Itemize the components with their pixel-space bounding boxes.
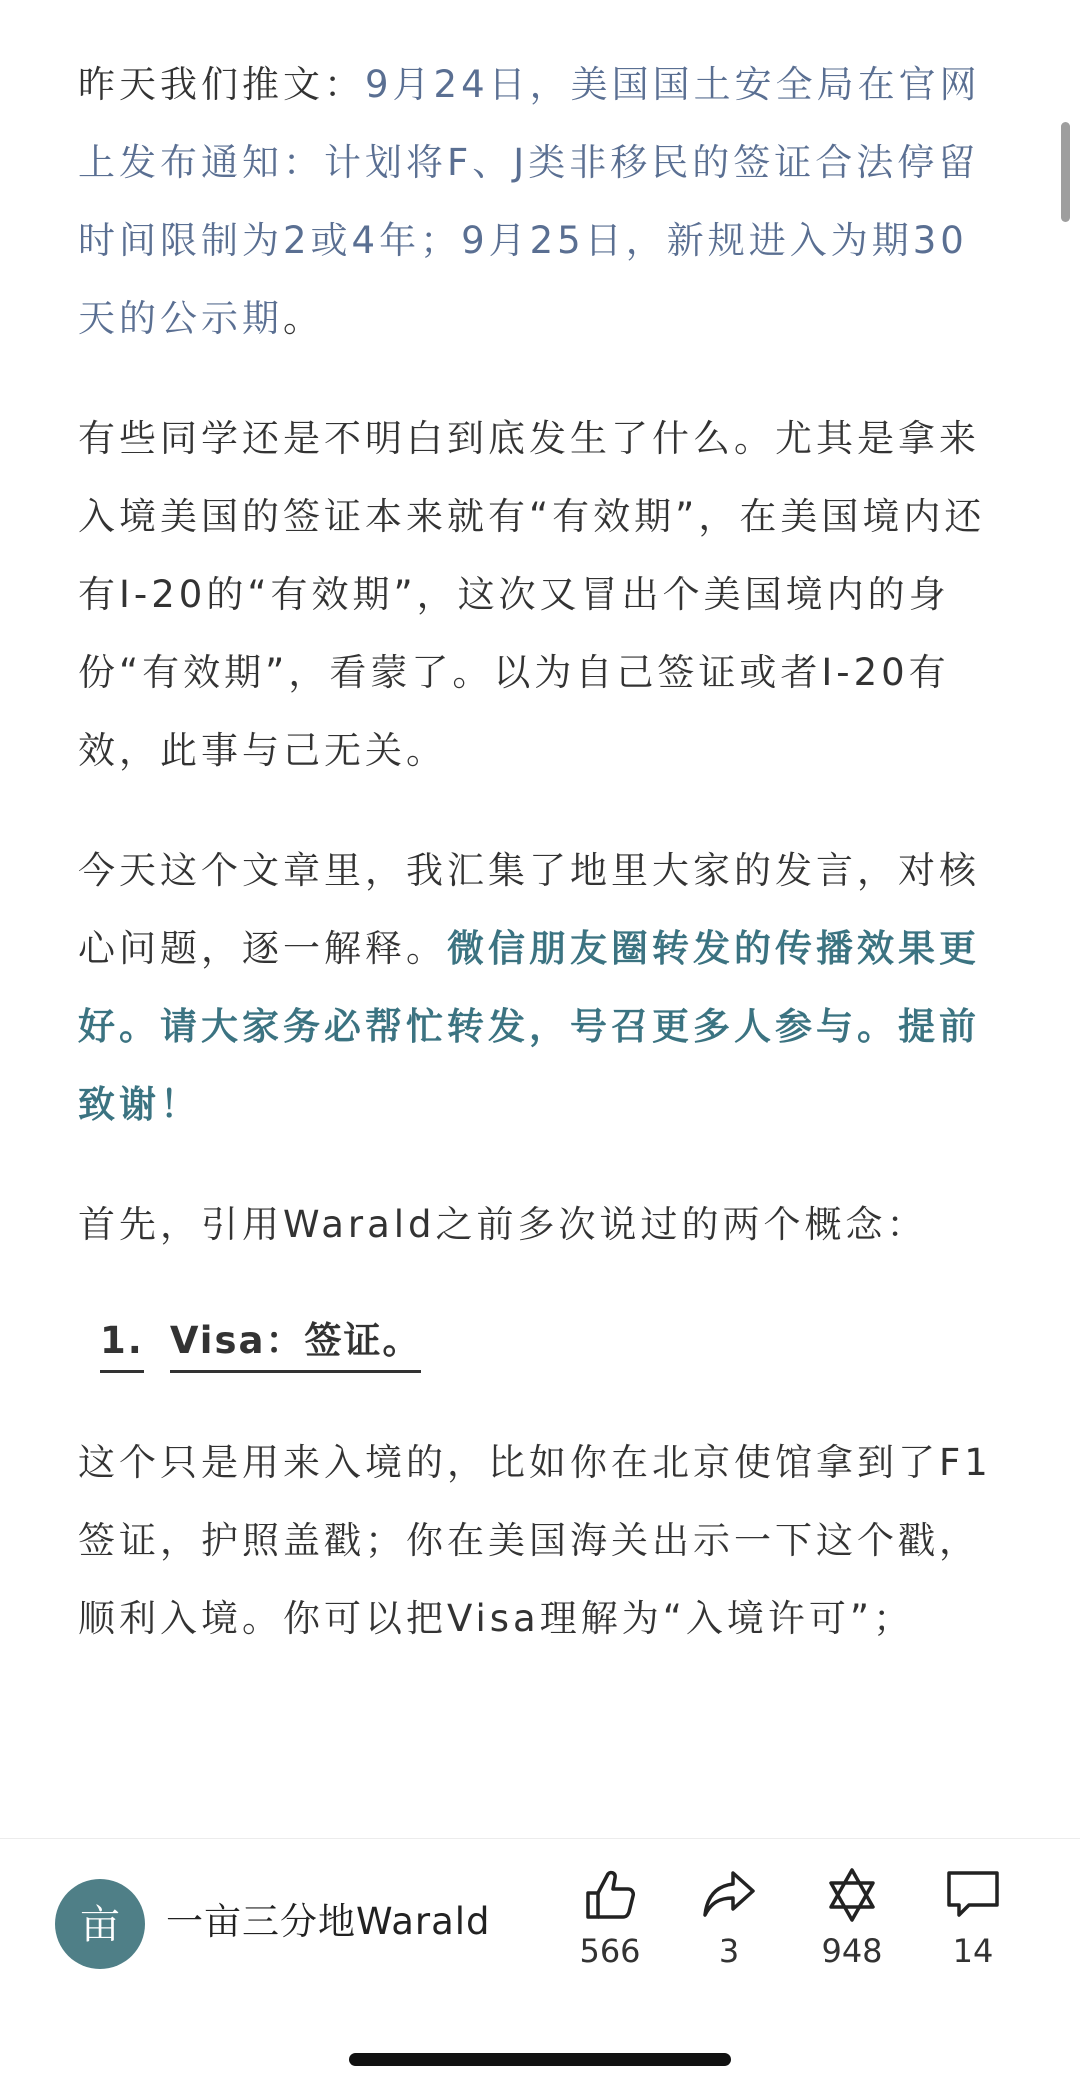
account-logo-icon xyxy=(70,1894,130,1954)
favorite-button[interactable] xyxy=(797,1865,907,1971)
svg-text:亩: 亩 xyxy=(80,1902,120,1948)
comment-count: 14 xyxy=(952,1932,994,1970)
like-button[interactable] xyxy=(555,1865,665,1971)
paragraph-3-prefix: 今天这个文章里，我汇集了地里大家的发言，对核心问题，逐一解释。 xyxy=(78,849,980,970)
share-icon xyxy=(699,1865,759,1925)
article-body xyxy=(78,46,998,1700)
list-item-title: Visa：签证。 xyxy=(170,1312,422,1373)
previous-post-link[interactable]: 9月24日，美国国土安全局在官网上发布通知：计划将F、J类非移民的签证合法停留时间限制为2或4年；9月25日，新规进入为期30天的公示期 xyxy=(78,63,981,340)
thumbs-up-icon xyxy=(580,1865,640,1925)
paragraph-2: 有些同学还是不明白到底发生了什么。尤其是拿来入境美国的签证本来就有“有效期”，在美国境内还有I-20的“有效期”，这次又冒出个美国境内的身份“有效期”，看蒙了。以为自己签证或者I-20有效，此事与己无关。 xyxy=(78,417,986,772)
scrollbar[interactable] xyxy=(1061,122,1070,222)
share-count: 3 xyxy=(718,1932,740,1970)
bottom-action-bar xyxy=(0,1838,1080,2086)
share-request-highlight: 微信朋友圈转发的传播效果更好。请大家务必帮忙转发，号召更多人参与。提前致谢！ xyxy=(78,927,980,1126)
home-indicator[interactable] xyxy=(349,2053,731,2066)
paragraph-3 xyxy=(78,832,998,1144)
star-icon xyxy=(822,1865,882,1925)
avatar[interactable] xyxy=(55,1879,145,1969)
comment-button[interactable] xyxy=(918,1865,1028,1971)
paragraph-5: 这个只是用来入境的，比如你在北京使馆拿到了F1签证，护照盖戳；你在美国海关出示一下这个戳，顺利入境。你可以把Visa理解为“入境许可”； xyxy=(78,1441,992,1640)
paragraph-1-prefix: 昨天我们推文： xyxy=(78,63,365,106)
comment-icon xyxy=(943,1865,1003,1925)
like-count: 566 xyxy=(579,1932,641,1970)
list-item-heading xyxy=(100,1306,998,1376)
paragraph-1 xyxy=(78,46,998,358)
account-name[interactable]: 一亩三分地Warald xyxy=(166,1900,491,1943)
list-item-number: 1. xyxy=(100,1312,144,1373)
paragraph-1-suffix: 。 xyxy=(283,297,324,340)
share-button[interactable] xyxy=(674,1865,784,1971)
paragraph-4: 首先，引用Warald之前多次说过的两个概念： xyxy=(78,1203,928,1246)
favorite-count: 948 xyxy=(821,1932,883,1970)
